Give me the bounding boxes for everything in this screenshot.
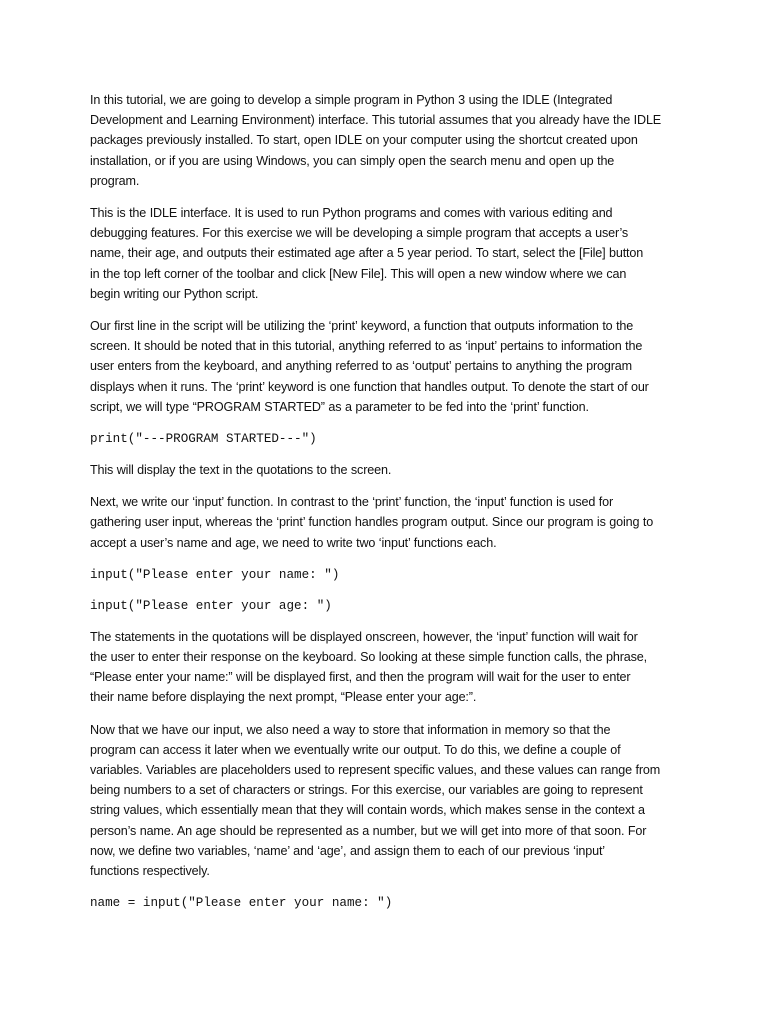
paragraph-variables: Now that we have our input, we also need a way to store that information in memory so that the program can access it later when we eventually write our output. To do this, we define a couple of variables. Variables are placeholders used to represent specific values, and these values can range from being numbers to a set of characters or strings. For this exercise, our variables are going to represent string values, which essentially mean that they will contain words, which makes sense in the context a person’s name. An age should be represented as a number, but we will get into more of that soon. For now, we define two variables, ‘name’ and ‘age’, and assign them to each of our previous ‘input’ functions respectively. [90, 722, 661, 879]
document-body [90, 90, 690, 924]
code-print-started: print("---PROGRAM STARTED---") [90, 432, 317, 447]
paragraph-idle-interface: This is the IDLE interface. It is used to run Python programs and comes with various editing and debugging features. For this exercise we will be developing a simple program that accepts a user’s name, their age, and outputs their estimated age after a 5 year period. To start, select the [File] button in the top left corner of the toolbar and click [New File]. This will open a new window where we can begin writing our Python script. [90, 206, 644, 301]
paragraph-intro: In this tutorial, we are going to develop a simple program in Python 3 using the IDLE (Integrated Development and Learning Environment) interface. This tutorial assumes that you already have the IDLE packages previously installed. To start, open IDLE on your computer using the shortcut created upon installation, or if you are using Windows, you can simply open the search menu and open up the program. [90, 93, 662, 188]
code-name-variable: name = input("Please enter your name: ") [90, 896, 393, 911]
paragraph-print-keyword: Our first line in the script will be utilizing the ‘print’ keyword, a function that outputs information to the screen. It should be noted that in this tutorial, anything referred to as ‘input’ pertains to information the user enters from the keyboard, and anything referred to as ‘output’ pertains to anything the program displays when it runs. The ‘print’ keyword is one function that handles output. To denote the start of our script, we will type “PROGRAM STARTED” as a parameter to be fed into the ‘print’ function. [90, 319, 649, 414]
code-input-age: input("Please enter your age: ") [90, 598, 332, 613]
code-input-name: input("Please enter your name: ") [90, 567, 340, 582]
paragraph-display-text: This will display the text in the quotations to the screen. [90, 463, 392, 478]
paragraph-input-function: Next, we write our ‘input’ function. In contrast to the ‘print’ function, the ‘input’ function is used for gathering user input, whereas the ‘print’ function handles program output. Since our program is going to accept a user’s name and age, we need to write two ‘input’ functions each. [90, 495, 654, 550]
paragraph-input-explanation: The statements in the quotations will be displayed onscreen, however, the ‘input’ function will wait for the user to enter their response on the keyboard. So looking at these simple function calls, the phrase, “Please enter your name:” will be displayed first, and then the program will wait for the user to enter their name before displaying the next prompt, “Please enter your age:”. [90, 629, 647, 705]
